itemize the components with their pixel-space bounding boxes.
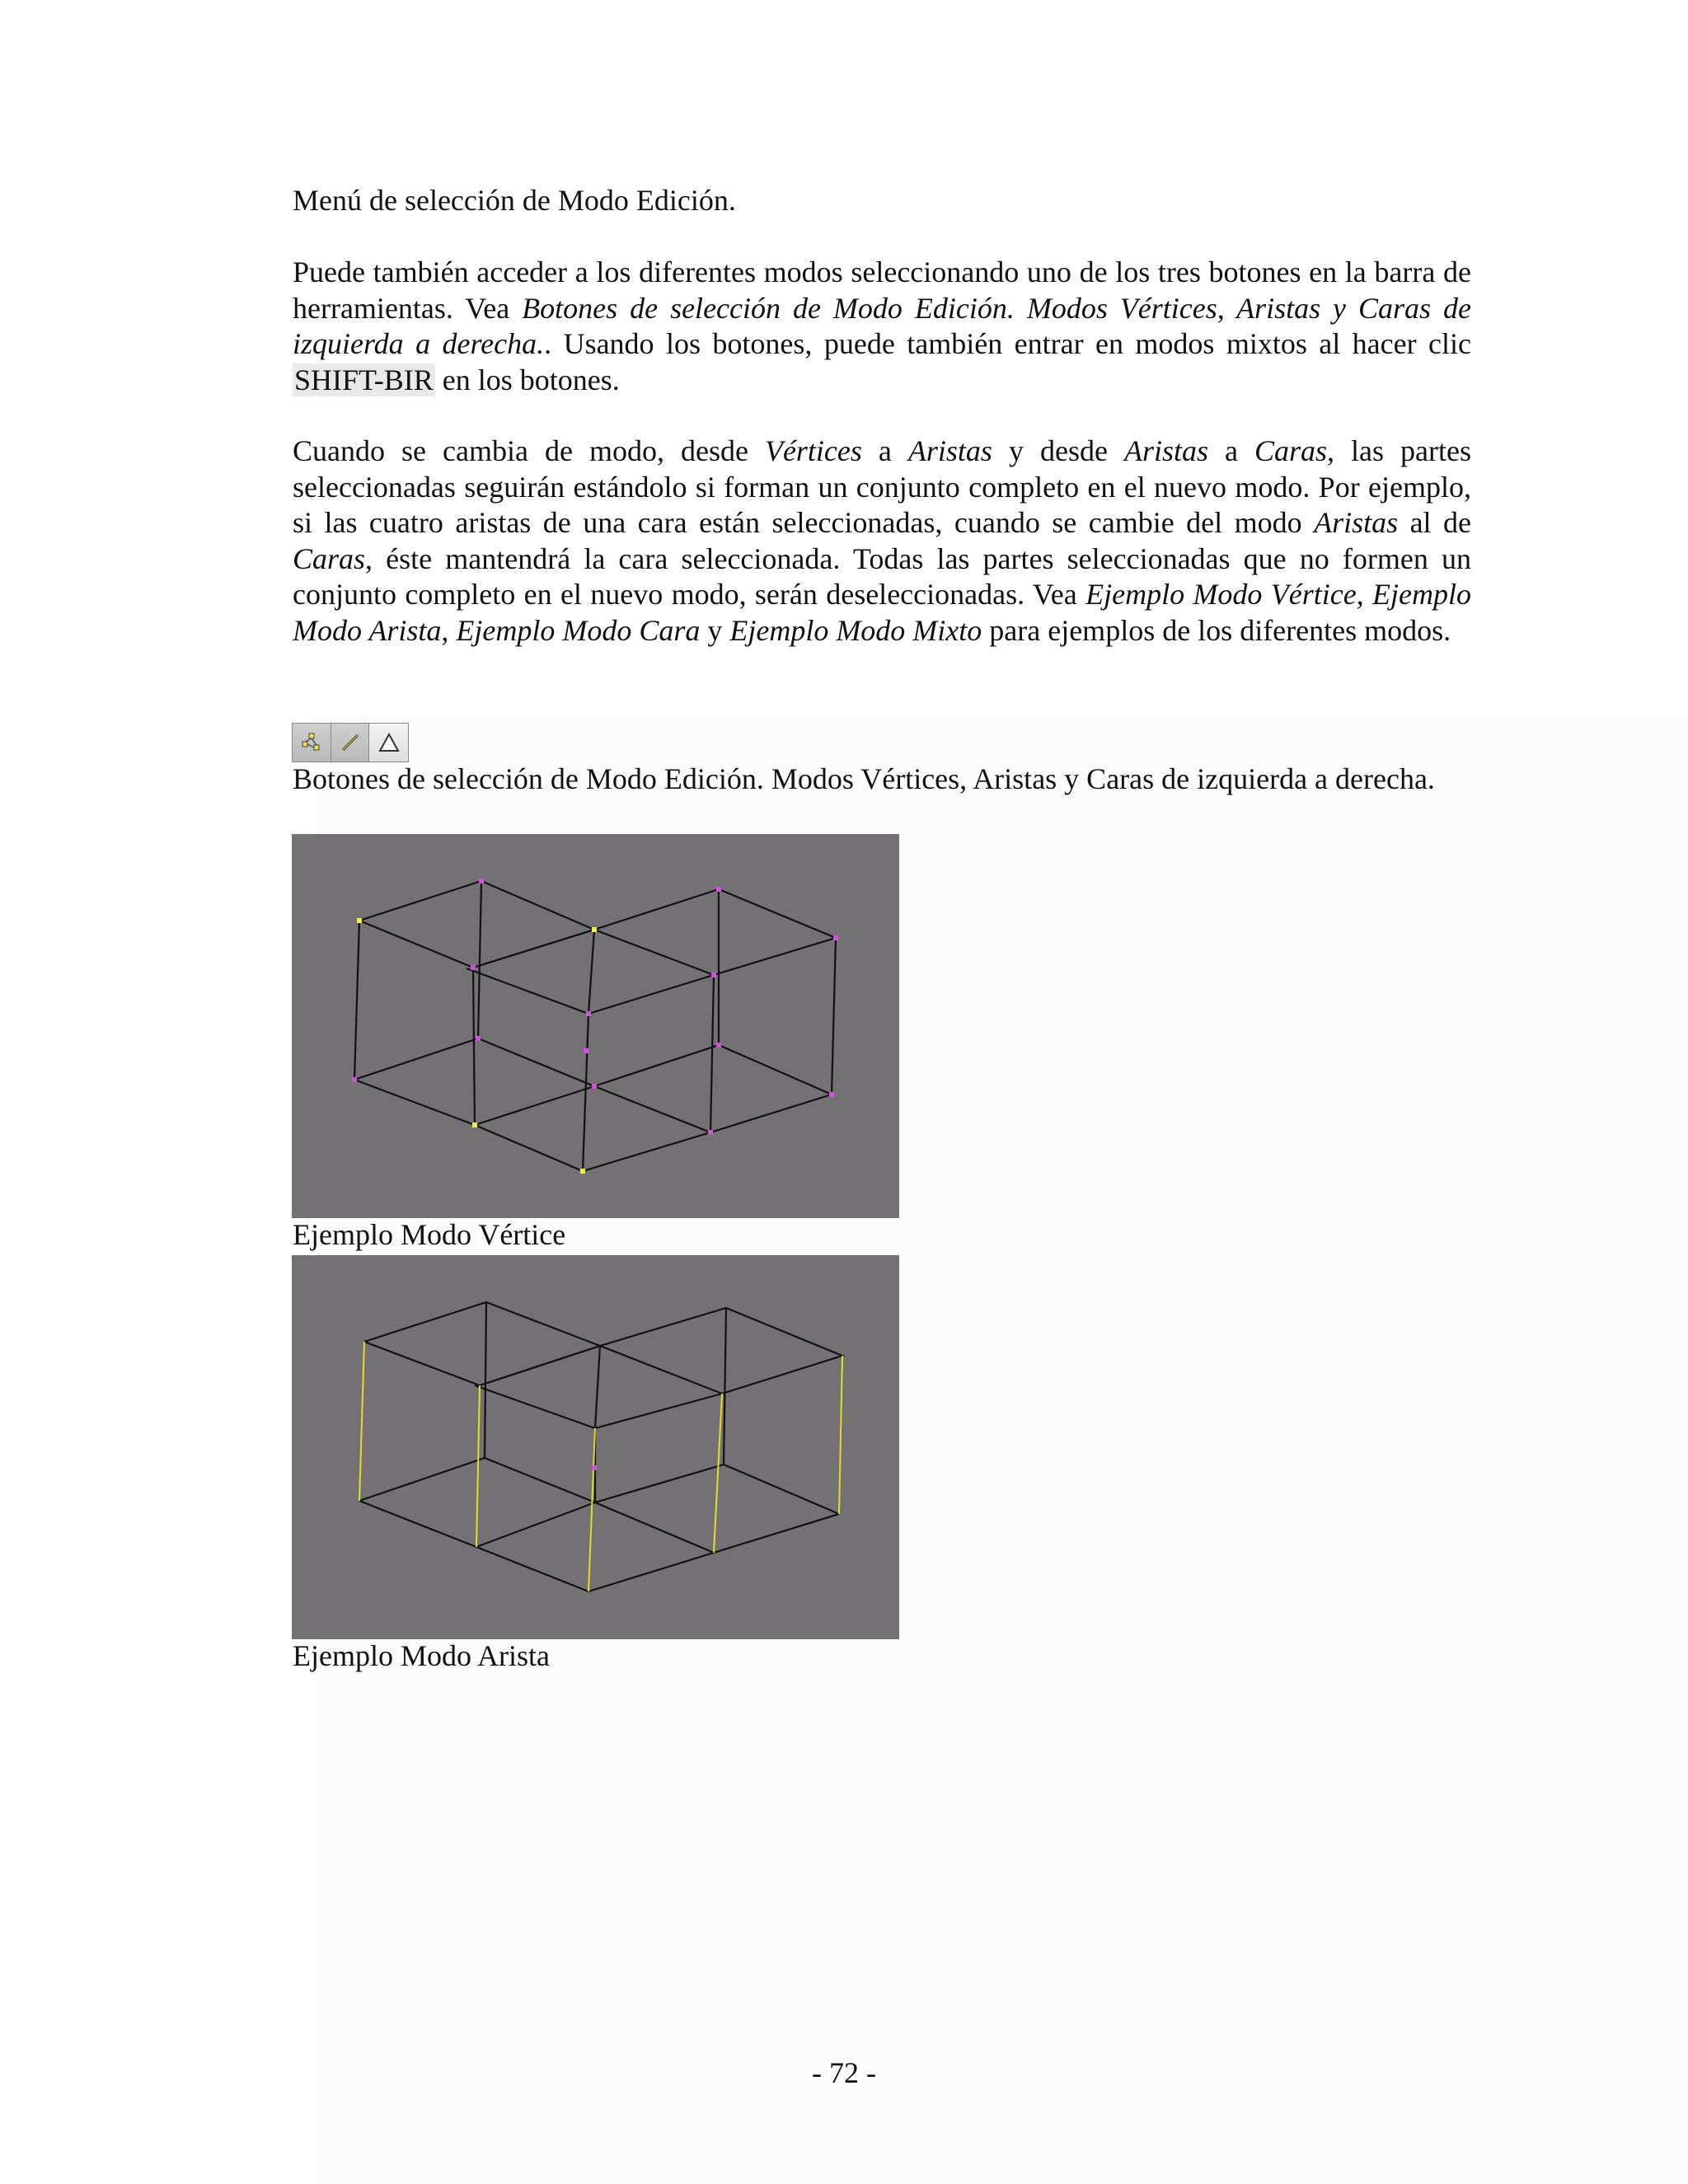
edit-mode-toolbar: [292, 723, 409, 762]
caption-mode-buttons: Botones de selección de Modo Edición. Modos Vértices, Aristas y Caras de izquierda a derecha.: [293, 762, 1435, 795]
face-select-icon: [377, 730, 401, 755]
paragraph-mode-change: Cuando se cambia de modo, desde Vértices a Aristas y desde Aristas a Caras, las partes seleccionadas seguirán estándolo si forman un conjunto completo en el nuevo modo. Por ejemplo, si las cuatro aristas de una cara están seleccionadas, cuando se cambie del modo Aristas al de Caras, éste mantendrá la cara seleccionada. Todas las partes seleccionadas que no formen un conjunto completo en el nuevo modo, serán deseleccionadas. Vea Ejemplo Modo Vértice, Ejemplo Modo Arista, Ejemplo Modo Cara y Ejemplo Modo Mixto para ejemplos de los diferentes modos.: [293, 434, 1472, 647]
edge-select-icon: [338, 730, 363, 755]
edge-mode-viewport: [292, 1255, 899, 1639]
page-number: - 72 -: [812, 2056, 876, 2089]
vertex-mode-wireframe: [292, 834, 899, 1218]
shortcut-key: SHIFT-BIR: [294, 363, 434, 396]
paragraph-toolbar-modes: Puede también acceder a los diferentes modos seleccionando uno de los tres botones en la barra de herramientas. Vea Botones de selección de Modo Edición. Modos Vértices, Aristas y Caras de izquierda a derecha.. Usando los botones, puede también entrar en modos mixtos al hacer clic SHIFT-BIR en los botones.: [293, 255, 1471, 396]
caption-vertex-mode: Ejemplo Modo Vértice: [293, 1218, 566, 1251]
edge-mode-wireframe: [292, 1255, 899, 1639]
vertex-mode-button[interactable]: [293, 724, 331, 762]
paragraph-intro: Menú de selección de Modo Edición.: [293, 184, 736, 217]
face-mode-button[interactable]: [369, 724, 408, 762]
figure-reference: Botones de selección de Modo Edición. Modos Vértices, Aristas y Caras de izquierda a derecha.: [293, 291, 1471, 360]
vertex-mode-viewport: [292, 834, 899, 1218]
edge-mode-button[interactable]: [331, 724, 370, 762]
caption-edge-mode: Ejemplo Modo Arista: [293, 1639, 550, 1672]
vertex-select-icon: [299, 730, 324, 755]
